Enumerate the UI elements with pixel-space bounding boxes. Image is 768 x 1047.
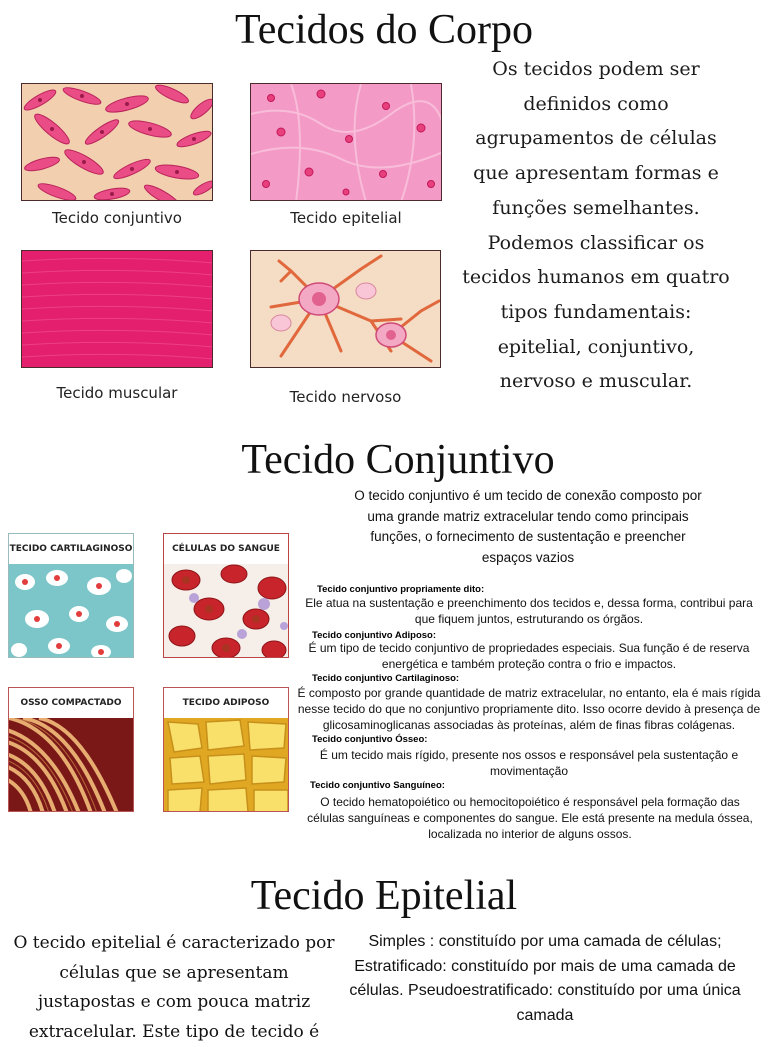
intro-text: Os tecidos podem ser definidos como agrupamentos de células que apresentam formas e funções semelhantes. Podemos classificar os tecidos humanos em quatro tipos fundamentais: epitelial, conjuntivo, nervoso e muscular.: [462, 58, 730, 393]
caption-tecido-nervoso: Tecido nervoso: [289, 388, 402, 406]
muscular-illustration: [22, 251, 213, 368]
type-heading-cartilaginoso: Tecido conjuntivo Cartilaginoso:: [312, 673, 460, 684]
tile-tecido-conjuntivo: [21, 83, 213, 201]
type-text-propriamente-dito: Ele atua na sustentação e preenchimento dos tecidos e, dessa forma, contribui para que fiquem juntos, estruturando os órgãos.: [305, 596, 753, 626]
conjuntivo-intro: O tecido conjuntivo é um tecido de conexão composto por uma grande matriz extracelular tendo como principais funções, o fornecimento de sustentação e preencher espaços vazios: [354, 488, 702, 565]
caption-tecido-epitelial: Tecido epitelial: [290, 209, 402, 227]
card-title: OSSO COMPACTADO: [9, 688, 133, 718]
card-title: TECIDO ADIPOSO: [164, 688, 288, 718]
epitelial-left-text: O tecido epitelial é caracterizado por células que se apresentam justapostas e com pouca matriz extracelular. Este tipo de tecido é: [13, 933, 335, 1042]
card-title: TECIDO CARTILAGINOSO: [9, 534, 133, 564]
card-tecido-cartilaginoso: [8, 533, 134, 658]
conjuntivo-illustration: [22, 84, 213, 201]
adiposo-illustration: [164, 718, 289, 812]
caption-tecido-muscular: Tecido muscular: [56, 384, 178, 402]
card-tecido-adiposo: [163, 687, 289, 812]
page-title: Tecidos do Corpo: [234, 7, 534, 53]
type-heading-sanguineo: Tecido conjuntivo Sanguíneo:: [310, 780, 445, 791]
epitelial-right-text: Simples : constituído por uma camada de células; Estratificado: constituído por mais de uma camada de células. Pseudoestratificado: constituído por uma única camada: [349, 933, 741, 1024]
caption-tecido-conjuntivo: Tecido conjuntivo: [52, 209, 182, 227]
card-title: CÉLULAS DO SANGUE: [164, 534, 288, 564]
tile-tecido-muscular: [21, 250, 213, 368]
nervoso-illustration: [251, 251, 441, 368]
epitelial-illustration: [251, 84, 442, 201]
type-text-cartilaginoso: É composto por grande quantidade de matriz extracelular, no entanto, ela é mais rígida nesse tecido do que no conjuntivo propriamente dito. Isso ocorre devido à presença de glicosaminoglicanas associadas às proteínas, além de finas fibras colágenas.: [297, 686, 761, 732]
card-osso-compactado: [8, 687, 134, 812]
tile-tecido-nervoso: [250, 250, 441, 368]
tile-tecido-epitelial: [250, 83, 442, 201]
osso-illustration: [9, 718, 134, 812]
type-text-sanguineo: O tecido hematopoiético ou hemocitopoiético é responsável pela formação das células sanguíneas e componentes do sangue. Ele está presente na medula óssea, localizada no interior de alguns ossos.: [307, 795, 753, 841]
section-title-epitelial: Tecido Epitelial: [250, 873, 518, 919]
type-heading-osseo: Tecido conjuntivo Ósseo:: [312, 734, 428, 745]
type-heading-propriamente-dito: Tecido conjuntivo propriamente dito:: [317, 584, 485, 595]
type-text-osseo: É um tecido mais rígido, presente nos ossos e responsável pela sustentação e movimentação: [319, 748, 739, 778]
cartilaginoso-illustration: [9, 564, 134, 658]
card-celulas-do-sangue: [163, 533, 289, 658]
type-text-adiposo: É um tipo de tecido conjuntivo de propriedades especiais. Sua função é de reserva energética e também proteção contra o frio e impactos.: [308, 641, 750, 671]
type-heading-adiposo: Tecido conjuntivo Adiposo:: [312, 630, 437, 641]
section-title-conjuntivo: Tecido Conjuntivo: [241, 437, 555, 483]
sangue-illustration: [164, 564, 289, 658]
